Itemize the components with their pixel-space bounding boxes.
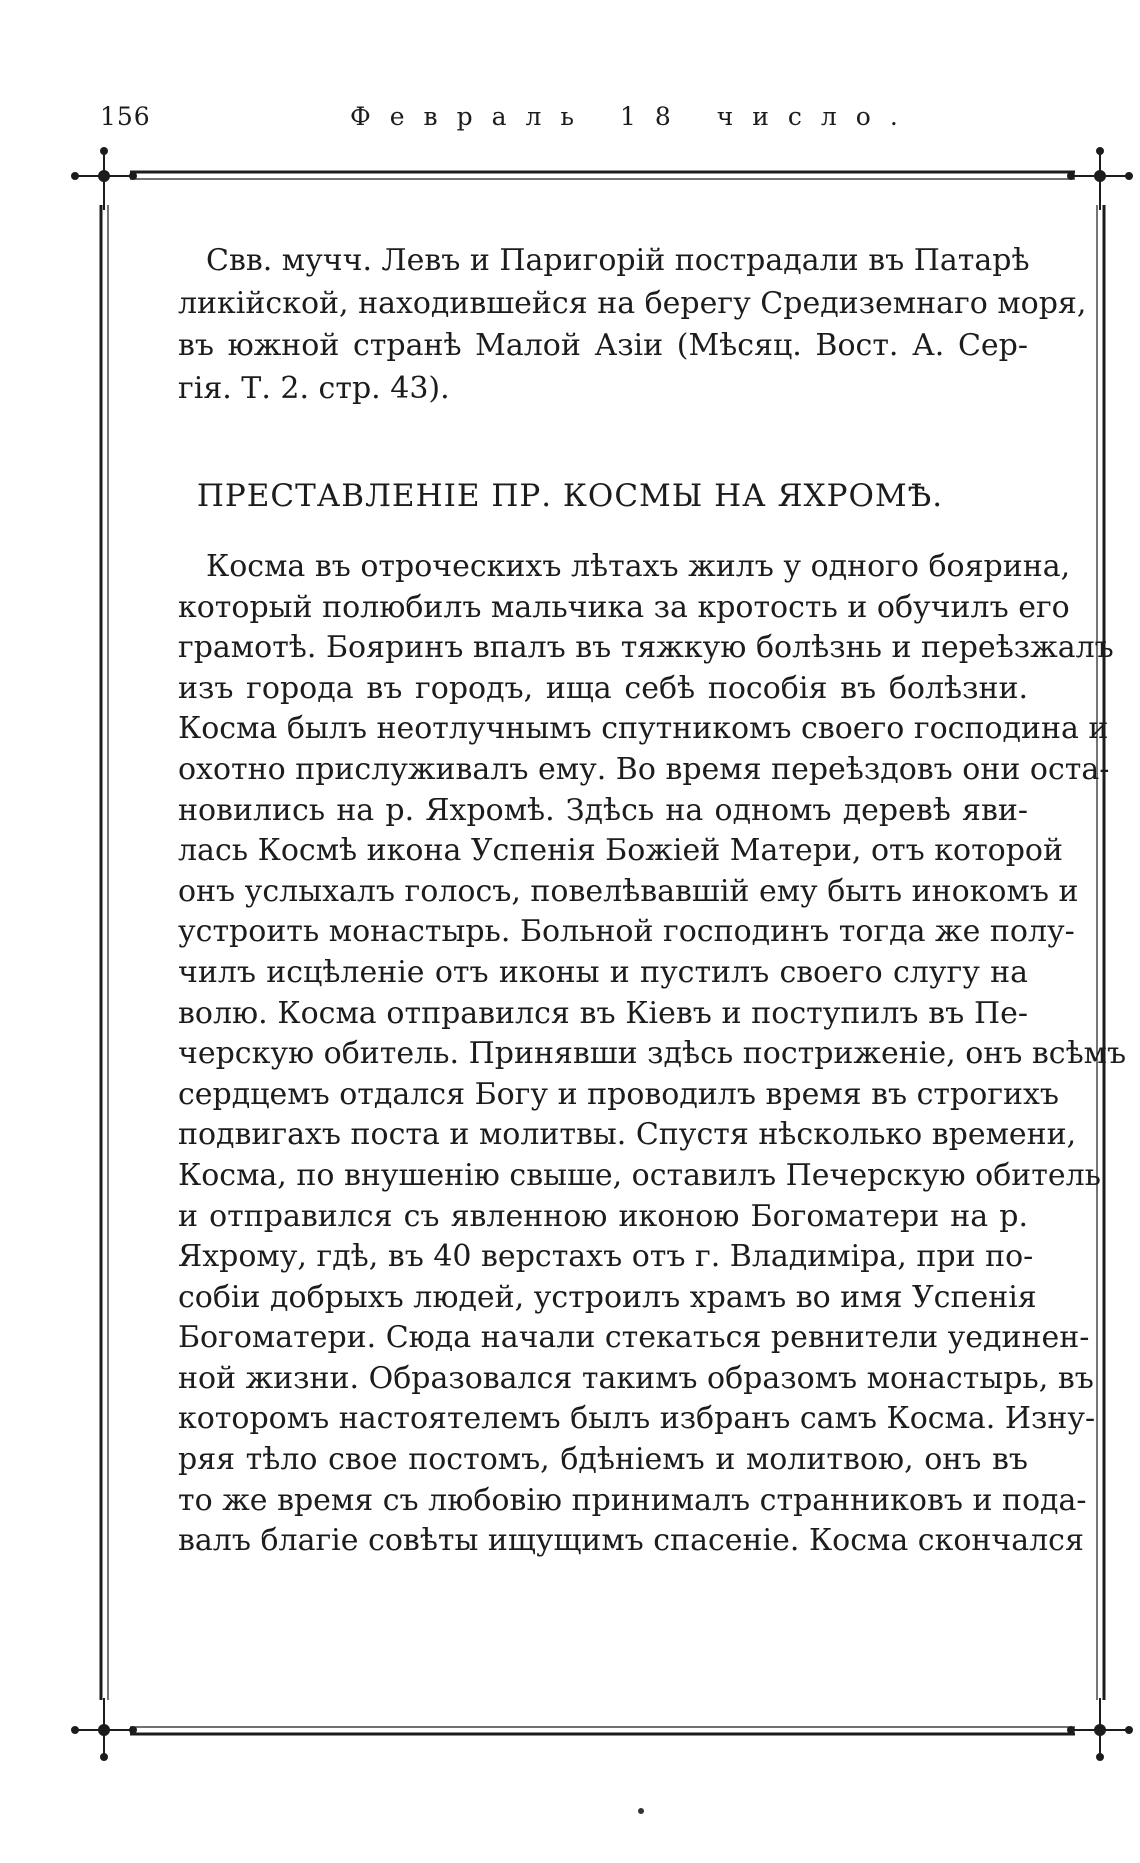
- text-line: черскую обитель. Принявши здѣсь постриженіе, онъ всѣмъ: [178, 1036, 1127, 1072]
- text-line: гія. Т. 2. стр. 43).: [178, 370, 450, 406]
- corner-ornament-top-right: [1068, 148, 1132, 210]
- text-line: сердцемъ отдался Богу и проводилъ время въ строгихъ: [178, 1076, 1060, 1112]
- section-heading: ПРЕСТАВЛЕНІЕ ПР. КОСМЫ НА ЯХРОМѢ.: [196, 478, 944, 514]
- text-line: который полюбилъ мальчика за кротость и обучилъ его: [178, 589, 1070, 625]
- text-line: то же время съ любовію принималъ странниковъ и пода-: [178, 1482, 1087, 1518]
- corner-ornament-top-left: [72, 148, 136, 210]
- page-number: 156: [100, 102, 151, 131]
- ink-dot: [638, 1808, 644, 1814]
- text-line: онъ услыхалъ голосъ, повелѣвавшій ему быть инокомъ и: [178, 873, 1079, 909]
- text-line: волю. Косма отправился въ Кіевъ и поступилъ въ Пе-: [178, 995, 1028, 1031]
- text-line: Яхрому, гдѣ, въ 40 верстахъ отъ г. Владиміра, при по-: [178, 1239, 1034, 1275]
- text-line: ликійской, находившейся на берегу Средиземнаго моря,: [178, 285, 1087, 321]
- text-line: охотно прислуживалъ ему. Во время переѣздовъ они оста-: [178, 751, 1110, 787]
- corner-ornament-bottom-right: [1068, 1698, 1132, 1760]
- text-line: въ южной странѣ Малой Азіи (Мѣсяц. Вост. А. Сер-: [178, 328, 1028, 363]
- text-line: ряя тѣло свое постомъ, бдѣніемъ и молитвою, онъ въ: [178, 1442, 1028, 1478]
- text-line: грамотѣ. Бояринъ впалъ въ тяжкую болѣзнь и переѣзжалъ: [178, 630, 1114, 666]
- text-line: новились на р. Яхромѣ. Здѣсь на одномъ деревѣ яви-: [178, 792, 1028, 828]
- text-line: которомъ настоятелемъ былъ избранъ самъ Косма. Изну-: [178, 1401, 1096, 1437]
- text-line: и отправился съ явленною иконою Богоматери на р.: [178, 1198, 1028, 1234]
- text-line: собіи добрыхъ людей, устроилъ храмъ во имя Успенія: [178, 1279, 1037, 1315]
- paragraph-intro: [178, 240, 1087, 410]
- text-line: валъ благіе совѣты ищущимъ спасеніе. Косма скончался: [178, 1523, 1084, 1559]
- corner-ornament-bottom-left: [72, 1698, 136, 1760]
- text-line: подвигахъ поста и молитвы. Спустя нѣсколько времени,: [178, 1117, 1077, 1153]
- text-line: ной жизни. Образовался такимъ образомъ монастырь, въ: [178, 1360, 1094, 1396]
- text-line: Косма въ отроческихъ лѣтахъ жилъ у одного боярина,: [206, 549, 1071, 584]
- text-line: устроить монастырь. Больной господинъ тогда же полу-: [178, 914, 1075, 950]
- text-line: Косма былъ неотлучнымъ спутникомъ своего господина и: [178, 711, 1109, 747]
- text-line: Богоматери. Сюда начали стекаться ревнители уединен-: [178, 1320, 1090, 1356]
- text-line: чилъ исцѣленіе отъ иконы и пустилъ своего слугу на: [178, 954, 1028, 990]
- text-line: изъ города въ городъ, ища себѣ пособія въ болѣзни.: [178, 670, 1028, 706]
- paragraph-main: [178, 547, 1127, 1562]
- text-line: Свв. мучч. Левъ и Паригорій пострадали въ Патарѣ: [206, 243, 1030, 278]
- running-header: Февраль 18 число.: [350, 102, 917, 131]
- text-line: Косма, по внушенію свыше, оставилъ Печерскую обитель: [178, 1157, 1102, 1193]
- text-line: лась Космѣ икона Успенія Божіей Матери, отъ которой: [178, 833, 1063, 869]
